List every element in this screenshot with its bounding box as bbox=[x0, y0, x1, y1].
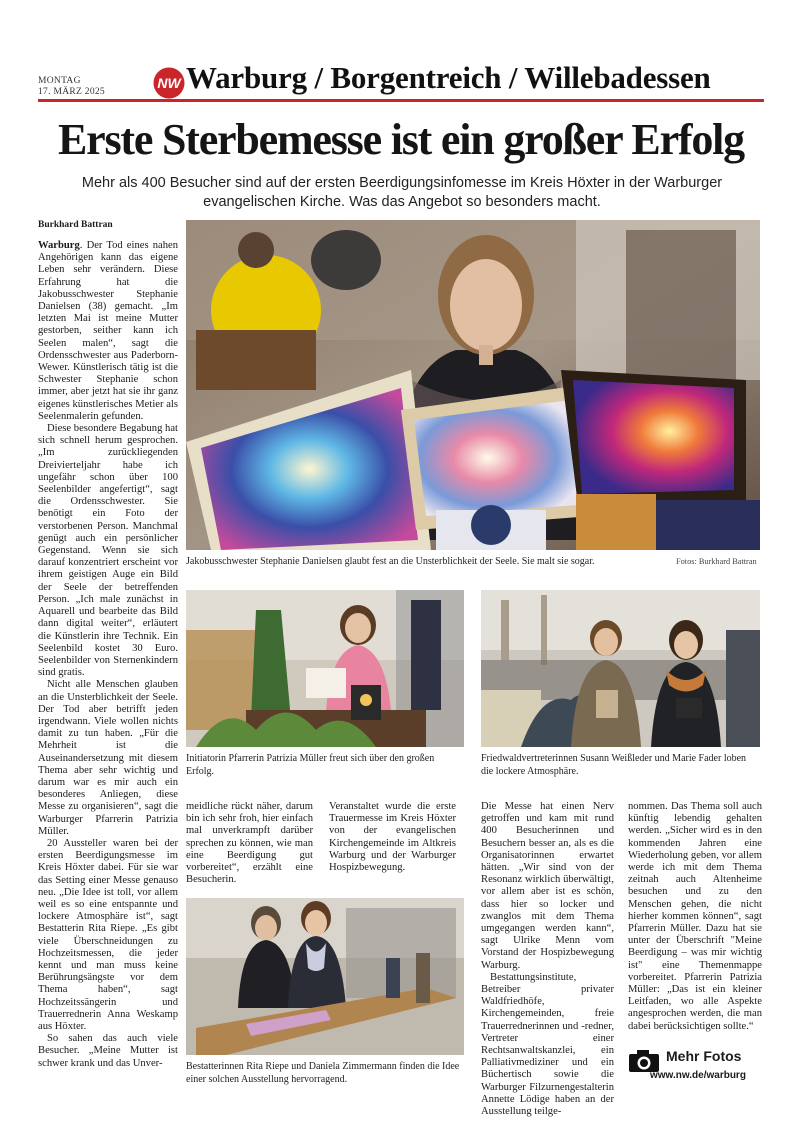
photo-credit: Fotos: Burkhard Battran bbox=[676, 557, 757, 566]
paragraph: Nicht alle Menschen glauben an die Unsterblichkeit der Seele. Der Tod aber betrifft jeden irgendwann. Viele wollen nichts damit zu tun haben. „Für die Mehrheit ist die Auseinandersetzung mit diesem Thema aber sehr wichtig und darum war es mir auch ein besonderes Anliegen, diese Messe zu organisieren“, sagt die Warburger Pfarrerin Patrizia Müller. bbox=[38, 679, 178, 837]
more-photos-label[interactable]: Mehr Fotos bbox=[666, 1048, 742, 1064]
paragraph: Diese besondere Begabung hat sich schnell herum gesprochen. „Im zurückliegenden Dreivierteljahr habe ich ungefähr schon über 100 Seelenbilder angefertigt“, sagt die Ordensschwester. Sie benötigt ein Foto der verstorbenen Person. Manchmal genügt auch ein persönlicher Gegenstand. Wenn sie sich darauf konzentriert erscheint vor ihrem geistigen Auge ein Bild der Seele der betreffenden Person. „Ich male zunächst in Aquarell und bearbeite das Bild dann digital weiter“, erläutert die Künstlerin ihre Technik. Ein Seelenbild kostet 30 Euro. Seelenbilder von Sternenkindern sind gratis. bbox=[38, 423, 178, 679]
photo-friedwald-caption: Friedwaldvertreterinnen Susann Weißleder und Marie Fader loben die lockere Atmosphäre. bbox=[481, 753, 747, 777]
nw-logo bbox=[152, 66, 186, 100]
photo-patrizia-mueller bbox=[186, 590, 464, 747]
section-title: Warburg / Borgentreich / Willebadessen bbox=[186, 60, 711, 95]
paragraph bbox=[38, 240, 178, 423]
photo-bestatterinnen bbox=[186, 898, 464, 1055]
date: 17. MÄRZ 2025 bbox=[38, 87, 105, 97]
dateline: Warburg bbox=[38, 240, 80, 251]
weekday: MONTAG bbox=[38, 76, 81, 86]
paragraph: meidliche rückt näher, darum bin ich sehr froh, hier einfach mal unverkrampft darüber sprechen zu können, wie man eine Beerdigung gut vorbereitet“, erzählt eine Besucherin. bbox=[186, 801, 313, 886]
top-rule bbox=[38, 99, 764, 102]
paragraph: Bestattungsinstitute, Betreiber privater Waldfriedhöfe, Kirchengemeinden, freie Trauerrednerinnen und -redner, Vertreter einer Rechtsanwaltskanzlei, ein Palliativmediziner und ein Büchertisch sowie die Warburger Filzurnengestalterin Annette Lödige haben an der Ausstellung teilge- bbox=[481, 971, 614, 1118]
paragraph: 20 Aussteller waren bei der ersten Beerdigungsmesse im Kreis Höxter dabei. Für sie war das Setting einer Messe genauso neu. „Die Idee ist toll, vor allem weil es so eine entspannte und lockere Atmosphäre ist“, sagt Bestatterin Rita Riepe. „Es gibt viele Überschneidungen zu Hochzeitsmessen, die jeder kennt und man muss keine Berührungsängste vor dem Thema haben“, sagt Hochzeitssängerin und Trauerrednerin Anna Weskamp aus Höxter. bbox=[38, 837, 178, 1032]
photo-friedwald bbox=[481, 590, 760, 747]
headline: Erste Sterbemesse ist ein großer Erfolg bbox=[58, 115, 744, 164]
photo-patrizia-mueller-caption: Initiatorin Pfarrerin Patrizia Müller freut sich über den großen Erfolg. bbox=[186, 753, 435, 777]
paragraph: nommen. Das Thema soll auch künftig lebendig gehalten werden. „Sicher wird es in den kommenden Jahren eine Wiederholung geben, vor allem werde ich mit dem Thema zeitnah auch Altenheime besuchen und zu den Menschen gehen, die nicht hierher kommen können“, sagt Pfarrerin Müller. Dazu hat sie unter der Überschrift "Meine Beerdigung – was mir wichtig ist" eine Themenmappe vorbereitet. Pfarrerin Patrizia Müller: „Das ist ein kleiner Leitfaden, wo alle Aspekte angesprochen werden, die man dabei berücksichtigen sollte.“ bbox=[628, 801, 762, 1032]
main-photo-caption: Jakobusschwester Stephanie Danielsen glaubt fest an die Unsterblichkeit der Seele. Sie malt sie sogar. bbox=[186, 556, 595, 567]
paragraph: So sahen das auch viele Besucher. „Meine Mutter ist schwer krank und das Unver- bbox=[38, 1033, 178, 1069]
article-column-2 bbox=[186, 801, 313, 886]
paragraph: Die Messe hat einen Nerv getroffen und kam mit rund 400 Besucherinnen und Besuchern besser an, als es die Organisatorinnen erwartet hätten. „Wir sind von der Resonanz wirklich überwältigt, vor allem aber ist es schön, dass hier so locker und zwanglos mit dem Thema umgegangen werden kann“, sagt Ulrike Menn vom Vorstand der Hospizbewegung Warburg. bbox=[481, 801, 614, 971]
more-photos-url[interactable]: www.nw.de/warburg bbox=[650, 1070, 746, 1081]
article-column-5 bbox=[628, 801, 762, 1033]
photo-bestatterinnen-caption: Bestatterinnen Rita Riepe und Daniela Zimmermann finden die Idee einer solchen Ausstellung hervorragend. bbox=[186, 1061, 460, 1085]
article-column-1 bbox=[38, 240, 178, 1070]
article-column-4 bbox=[481, 801, 614, 1118]
subheadline: Mehr als 400 Besucher sind auf der ersten Beerdigungsinfomesse im Kreis Höxter in der Warburger evangelischen Kirche. Was das Angebot so besonders macht. bbox=[81, 175, 723, 210]
paragraph: Veranstaltet wurde die erste Trauermesse im Kreis Höxter von der evangelischen Kirchengemeinde im Altkreis Warburg und der Warburger Hospizbewegung. bbox=[329, 801, 456, 874]
issue-date bbox=[38, 76, 158, 98]
nw-logo-text: NW bbox=[157, 75, 181, 91]
article-column-3 bbox=[329, 801, 456, 874]
byline: Burkhard Battran bbox=[38, 220, 113, 230]
main-photo bbox=[186, 220, 760, 550]
paragraph-text: . Der Tod eines nahen Angehörigen kann das eigene Leben sehr verändern. Diese Erfahrung hat die Jakobusschwester Stephanie Danielsen (38) gemacht. „Im letzten Mai ist meine Mutter gestorben, seither kann ich Seelen malen“, sagt die Ordensschwester aus Paderborn-Wewer. Künstlerisch tätig ist die Schwester Stephanie schon immer, aber jetzt hat sie ihr ganz eigenes künstlerisches Metier als Seelenmalerin gefunden. bbox=[38, 240, 178, 422]
